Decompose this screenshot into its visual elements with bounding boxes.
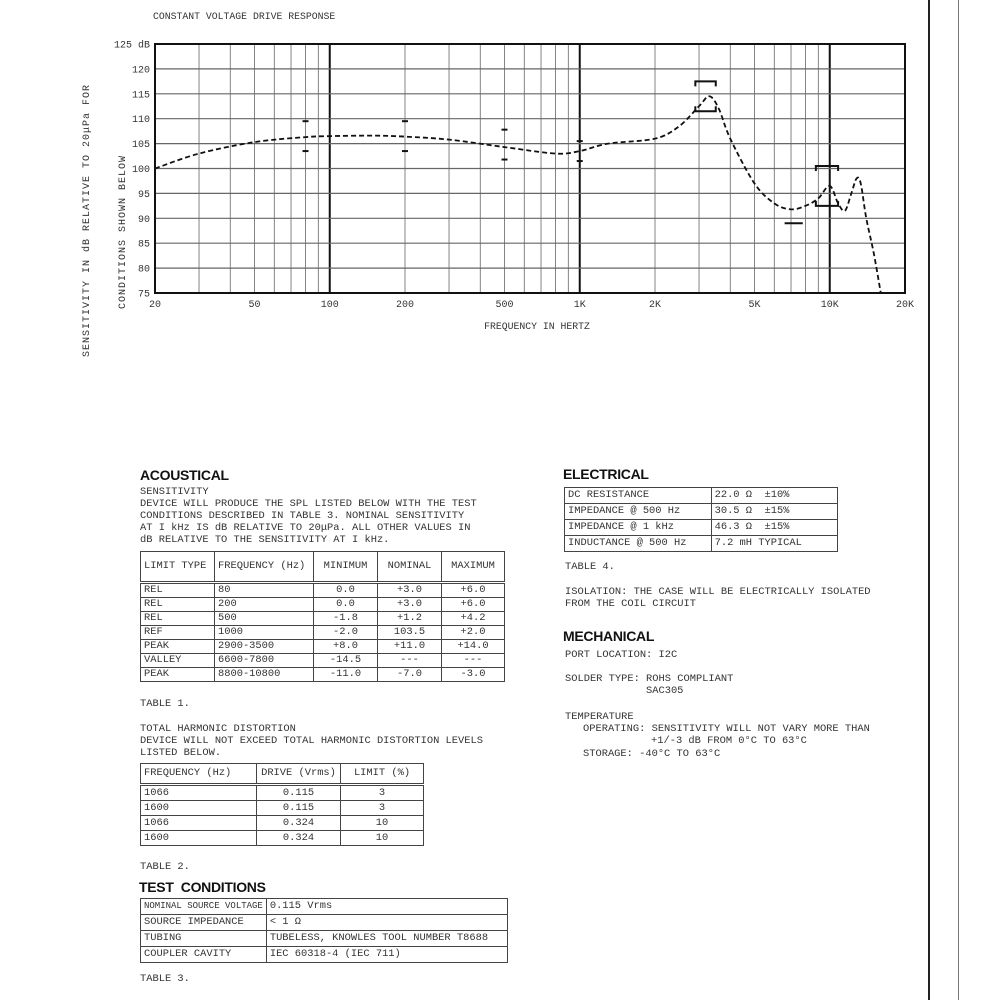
text-line: dB RELATIVE TO THE SENSITIVITY AT I kHz. — [140, 534, 390, 546]
column-header: LIMIT TYPE — [141, 552, 215, 583]
y-tick-label: 120 — [131, 65, 150, 77]
y-tick-label: 110 — [131, 115, 150, 127]
table-row — [141, 612, 505, 626]
y-tick-label: 80 — [137, 264, 150, 276]
table-cell: 500 — [215, 612, 314, 626]
table-cell: IMPEDANCE @ 500 Hz — [565, 504, 712, 520]
y-tick-label: 90 — [137, 214, 150, 226]
column-header: FREQUENCY (Hz) — [141, 764, 257, 785]
table-cell: -3.0 — [442, 668, 505, 682]
y-tick-label: 125 dB — [113, 40, 150, 52]
table-cell: PEAK — [141, 640, 215, 654]
y-axis-title-line-1: SENSITIVITY IN dB RELATIVE TO 20μPa FOR — [82, 83, 93, 357]
table-cell: NOMINAL SOURCE VOLTAGE — [141, 899, 267, 915]
table-row — [141, 654, 505, 668]
table-cell: 1000 — [215, 626, 314, 640]
operating-temperature: OPERATING: SENSITIVITY WILL NOT VARY MORE THAN — [583, 723, 870, 735]
table-cell: --- — [378, 654, 442, 668]
table-cell: +6.0 — [442, 598, 505, 612]
table-cell: +6.0 — [442, 583, 505, 598]
table-cell: 2900-3500 — [215, 640, 314, 654]
table-row — [565, 488, 838, 504]
response-curve — [155, 96, 881, 293]
table-cell: 80 — [215, 583, 314, 598]
table-cell: 7.2 mH TYPICAL — [711, 536, 837, 552]
table-cell: -1.8 — [314, 612, 378, 626]
table-cell: -7.0 — [378, 668, 442, 682]
table4-caption: TABLE 4. — [565, 561, 615, 573]
table-cell: -2.0 — [314, 626, 378, 640]
table-row — [141, 915, 508, 931]
table-cell: 10 — [341, 816, 424, 831]
table-cell: 0.115 Vrms — [266, 899, 507, 915]
table-cell: +4.2 — [442, 612, 505, 626]
column-header: NOMINAL — [378, 552, 442, 583]
table-cell: REL — [141, 583, 215, 598]
thd-line: DEVICE WILL NOT EXCEED TOTAL HARMONIC DISTORTION LEVELS — [140, 735, 483, 747]
column-header: DRIVE (Vrms) — [257, 764, 341, 785]
sensitivity-table — [140, 551, 505, 682]
table-cell: REF — [141, 626, 215, 640]
table-cell: 3 — [341, 801, 424, 816]
table-cell: -11.0 — [314, 668, 378, 682]
solder-alloy: SAC305 — [646, 685, 684, 697]
temperature-label: TEMPERATURE — [565, 711, 634, 723]
table-cell: DC RESISTANCE — [565, 488, 712, 504]
table-row — [565, 520, 838, 536]
table-cell: +1.2 — [378, 612, 442, 626]
text-line: AT I kHz IS dB RELATIVE TO 20μPa. ALL OTHER VALUES IN — [140, 522, 471, 534]
table-cell: VALLEY — [141, 654, 215, 668]
table-cell: 46.3 Ω ±15% — [711, 520, 837, 536]
table-cell: 1600 — [141, 831, 257, 846]
table-cell: 1600 — [141, 801, 257, 816]
x-tick-label: 20 — [148, 300, 162, 311]
solder-type: SOLDER TYPE: ROHS COMPLIANT — [565, 673, 734, 685]
x-tick-label: 100 — [320, 300, 339, 311]
table1-caption: TABLE 1. — [140, 698, 190, 710]
port-location: PORT LOCATION: I2C — [565, 649, 678, 661]
table-row — [141, 668, 505, 682]
column-header: LIMIT (%) — [341, 764, 424, 785]
table-cell: +2.0 — [442, 626, 505, 640]
table-cell: 0.0 — [314, 583, 378, 598]
x-tick-label: 2K — [648, 300, 662, 311]
table-cell: 103.5 — [378, 626, 442, 640]
table-header-row — [141, 552, 505, 583]
x-axis-title: FREQUENCY IN HERTZ — [484, 321, 590, 332]
x-tick-label: 20K — [895, 300, 915, 311]
table-cell: -14.5 — [314, 654, 378, 668]
x-tick-label: 5K — [748, 300, 761, 311]
storage-temperature: STORAGE: -40°C TO 63°C — [583, 748, 721, 760]
x-tick-label: 10K — [820, 300, 839, 311]
electrical-table — [564, 487, 838, 552]
test-conditions-heading: TEST CONDITIONS — [139, 879, 266, 895]
table-cell: 200 — [215, 598, 314, 612]
y-tick-label: 85 — [137, 239, 150, 251]
text-line: DEVICE WILL PRODUCE THE SPL LISTED BELOW WITH THE TEST — [140, 498, 477, 510]
table-cell: < 1 Ω — [266, 915, 507, 931]
isolation-line: ISOLATION: THE CASE WILL BE ELECTRICALLY ISOLATED — [565, 586, 871, 598]
y-axis-title-line-2: CONDITIONS SHOWN BELOW — [118, 154, 129, 310]
table-row — [141, 785, 424, 801]
mechanical-heading: MECHANICAL — [563, 628, 655, 644]
table-cell: +3.0 — [378, 598, 442, 612]
operating-temperature-detail: +1/-3 dB FROM 0°C TO 63°C — [651, 735, 807, 747]
table-cell: TUBELESS, KNOWLES TOOL NUMBER T8688 — [266, 931, 507, 947]
peak-limit-upper-bracket — [695, 81, 715, 86]
x-tick-label: 200 — [395, 300, 415, 311]
x-tick-label: 500 — [495, 300, 514, 311]
table-cell: SOURCE IMPEDANCE — [141, 915, 267, 931]
y-tick-label: 75 — [137, 289, 150, 301]
table-row — [141, 598, 505, 612]
table-cell: IMPEDANCE @ 1 kHz — [565, 520, 712, 536]
table-row — [141, 947, 508, 963]
y-tick-label: 100 — [131, 165, 150, 176]
thd-line: LISTED BELOW. — [140, 747, 222, 759]
frequency-response-chart — [0, 0, 1000, 340]
table-row — [141, 640, 505, 654]
table-cell: +14.0 — [442, 640, 505, 654]
table-cell: TUBING — [141, 931, 267, 947]
table-cell: 1066 — [141, 816, 257, 831]
table-cell: 10 — [341, 831, 424, 846]
table-cell: +11.0 — [378, 640, 442, 654]
x-tick-label: 1K — [573, 300, 586, 311]
acoustical-heading: ACOUSTICAL — [140, 467, 229, 483]
table-cell: 6600-7800 — [215, 654, 314, 668]
table-cell: PEAK — [141, 668, 215, 682]
table-cell: INDUCTANCE @ 500 Hz — [565, 536, 712, 552]
test-conditions-table — [140, 898, 508, 963]
y-tick-label: 105 — [131, 140, 150, 152]
y-tick-label: 95 — [137, 189, 150, 201]
table-row — [141, 816, 424, 831]
electrical-heading: ELECTRICAL — [563, 466, 649, 482]
table-row — [141, 801, 424, 816]
peak-limit-lower-bracket — [816, 201, 838, 206]
table-row — [141, 626, 505, 640]
column-header: FREQUENCY (Hz) — [215, 552, 314, 583]
table-cell: COUPLER CAVITY — [141, 947, 267, 963]
table-cell: 0.0 — [314, 598, 378, 612]
text-line: SENSITIVITY — [140, 486, 209, 498]
table-row — [565, 536, 838, 552]
table2-caption: TABLE 2. — [140, 861, 190, 873]
x-tick-label: 50 — [248, 300, 261, 311]
table-cell: 8800-10800 — [215, 668, 314, 682]
table-cell: 0.115 — [257, 801, 341, 816]
table-cell: 0.324 — [257, 816, 341, 831]
table-cell: 1066 — [141, 785, 257, 801]
table-row — [565, 504, 838, 520]
isolation-line: FROM THE COIL CIRCUIT — [565, 598, 696, 610]
thd-table — [140, 763, 424, 846]
table-cell: 3 — [341, 785, 424, 801]
column-header: MINIMUM — [314, 552, 378, 583]
text-line: CONDITIONS DESCRIBED IN TABLE 3. NOMINAL SENSITIVITY — [140, 510, 465, 522]
table-cell: 0.115 — [257, 785, 341, 801]
table-header-row — [141, 764, 424, 785]
table-cell: --- — [442, 654, 505, 668]
table-row — [141, 831, 424, 846]
chart-title: CONSTANT VOLTAGE DRIVE RESPONSE — [153, 11, 336, 22]
y-tick-label: 115 — [131, 90, 150, 102]
table-cell: +3.0 — [378, 583, 442, 598]
table3-caption: TABLE 3. — [140, 973, 190, 985]
table-row — [141, 931, 508, 947]
table-cell: 30.5 Ω ±15% — [711, 504, 837, 520]
table-cell: REL — [141, 598, 215, 612]
table-row — [141, 583, 505, 598]
table-row — [141, 899, 508, 915]
table-cell: 0.324 — [257, 831, 341, 846]
table-cell: IEC 60318-4 (IEC 711) — [266, 947, 507, 963]
table-cell: 22.0 Ω ±10% — [711, 488, 837, 504]
thd-line: TOTAL HARMONIC DISTORTION — [140, 723, 296, 735]
column-header: MAXIMUM — [442, 552, 505, 583]
table-cell: +8.0 — [314, 640, 378, 654]
table-cell: REL — [141, 612, 215, 626]
